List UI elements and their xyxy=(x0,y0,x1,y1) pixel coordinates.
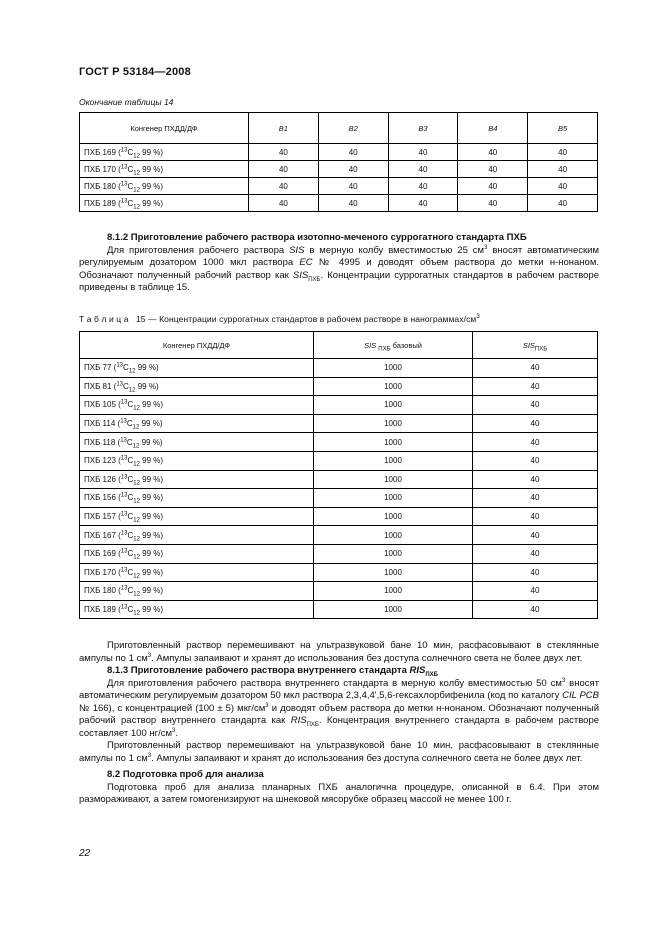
value-cell: 1000 xyxy=(314,563,473,582)
table-14 xyxy=(79,112,598,212)
value-cell: 40 xyxy=(473,544,598,563)
value-cell: 1000 xyxy=(314,544,473,563)
value-cell: 40 xyxy=(388,178,458,195)
page-number: 22 xyxy=(79,848,91,859)
value-cell: 1000 xyxy=(314,526,473,545)
congener-cell: ПХБ 170 ($^{13}C_{12}$ 99 %) xyxy=(80,161,249,178)
table-continuation-label: Окончание таблицы 14 xyxy=(79,97,174,107)
value-cell: 40 xyxy=(473,377,598,396)
value-cell: 40 xyxy=(458,195,528,212)
value-cell: 40 xyxy=(473,600,598,619)
value-cell: 40 xyxy=(249,144,319,161)
congener-cell: ПХБ 167 ($^{13}C_{12}$ 99 %) xyxy=(80,526,314,545)
value-cell: 40 xyxy=(473,414,598,433)
col-header: В1 xyxy=(249,113,319,144)
table-row xyxy=(80,582,598,601)
value-cell: 1000 xyxy=(314,396,473,415)
value-cell: 40 xyxy=(388,144,458,161)
congener-cell: ПХБ 105 ($^{13}C_{12}$ 99 %) xyxy=(80,396,314,415)
table-15-body xyxy=(80,359,598,619)
value-cell: 40 xyxy=(528,195,598,212)
table-row xyxy=(80,377,598,396)
congener-cell: ПХБ 126 ($^{13}C_{12}$ 99 %) xyxy=(80,470,314,489)
table-row xyxy=(80,178,598,195)
value-cell: 1000 xyxy=(314,451,473,470)
col-header: Конгенер ПХДД/ДФ xyxy=(80,113,249,144)
congener-cell: ПХБ 156 ($^{13}C_{12}$ 99 %) xyxy=(80,489,314,508)
table-14-body xyxy=(80,144,598,212)
paragraph: Для приготовления рабочего раствора внутреннего стандарта в мерную колбу вместимостью 50 $см^3$ вносят автоматическим регулируемым дозатором 50 мкл раствора 2,3,4,4',5,6-гексахлорбифенила (код по каталогу CIL PCB № 166), с концентрацией (100 ± 5) мкг/$см^3$ и доводят объем раствора до метки н-нонаном. Обозначают полученный рабочий раствор внутреннего стандарта как $RIS_{ПХБ}$. Концентрация внутреннего стандарта в рабочем растворе составляет 100 $нг/см^3$. xyxy=(79,677,600,739)
value-cell: 40 xyxy=(473,396,598,415)
paragraph: Подготовка проб для анализа планарных ПХБ аналогична процедуре, описанной в 6.4. При этом размораживают, а затем гомогенизируют на шнековой мясорубке образец массой не менее 100 г. xyxy=(79,781,599,805)
table-header-row xyxy=(80,113,598,144)
value-cell: 40 xyxy=(473,507,598,526)
value-cell: 40 xyxy=(318,144,388,161)
table-row xyxy=(80,161,598,178)
value-cell: 40 xyxy=(473,526,598,545)
table-row xyxy=(80,526,598,545)
section-heading: 8.1.2 Приготовление рабочего раствора изотопно-меченого суррогатного стандарта ПХБ xyxy=(107,232,527,243)
value-cell: 40 xyxy=(458,161,528,178)
value-cell: 40 xyxy=(473,470,598,489)
section-heading: 8.2 Подготовка проб для анализа xyxy=(107,769,264,780)
congener-cell: ПХБ 169 ($^{13}C_{12}$ 99 %) xyxy=(80,544,314,563)
value-cell: 1000 xyxy=(314,489,473,508)
congener-cell: ПХБ 81 ($^{13}C_{12}$ 99 %) xyxy=(80,377,314,396)
table-row xyxy=(80,600,598,619)
table-15-caption: Т а б л и ц а 15 — Концентрации суррогатных стандартов в рабочем растворе в нанограммах/$см^3$ xyxy=(79,314,480,324)
congener-cell: ПХБ 123 ($^{13}C_{12}$ 99 %) xyxy=(80,451,314,470)
value-cell: 1000 xyxy=(314,507,473,526)
table-row xyxy=(80,195,598,212)
col-header: В4 xyxy=(458,113,528,144)
table-row xyxy=(80,451,598,470)
value-cell: 40 xyxy=(458,178,528,195)
col-header: $SIS_{ПХБ}$ xyxy=(473,332,598,359)
value-cell: 40 xyxy=(458,144,528,161)
table-row xyxy=(80,144,598,161)
table-15 xyxy=(79,331,598,619)
value-cell: 40 xyxy=(249,178,319,195)
value-cell: 40 xyxy=(388,195,458,212)
value-cell: 40 xyxy=(318,161,388,178)
congener-cell: ПХБ 180 ($^{13}C_{12}$ 99 %) xyxy=(80,178,249,195)
document-code: ГОСТ Р 53184—2008 xyxy=(79,66,191,78)
value-cell: 40 xyxy=(528,144,598,161)
value-cell: 1000 xyxy=(314,414,473,433)
paragraph: Приготовленный раствор перемешивают на ультразвуковой бане 10 мин, расфасовывают в стеклянные ампулы по 1 $см^3$. Ампулы запаивают и хранят до использования без доступа солнечного света не более двух лет. xyxy=(79,640,599,664)
congener-cell: ПХБ 77 ($^{13}C_{12}$ 99 %) xyxy=(80,359,314,378)
congener-cell: ПХБ 189 ($^{13}C_{12}$ 99 %) xyxy=(80,195,249,212)
value-cell: 40 xyxy=(473,359,598,378)
table-header-row xyxy=(80,332,598,359)
value-cell: 1000 xyxy=(314,582,473,601)
table-row xyxy=(80,544,598,563)
value-cell: 40 xyxy=(473,489,598,508)
paragraph: Для приготовления рабочего раствора SIS в мерную колбу вместимостью 25 $см^3$ вносят автоматическим регулируемым дозатором 1000 мкл раствора EC № 4995 и доводят объем раствора до метки н-нонаном. Обозначают полученный рабочий раствор как $SIS_{ПХБ}$. Концентрации суррогатных стандартов в рабочем растворе приведены в таблице 15. xyxy=(79,244,599,293)
table-row xyxy=(80,507,598,526)
table-row xyxy=(80,396,598,415)
value-cell: 40 xyxy=(318,178,388,195)
value-cell: 40 xyxy=(249,195,319,212)
section-heading: 8.1.3 Приготовление рабочего раствора внутреннего стандарта $RIS_{ПХБ}$ xyxy=(107,665,438,678)
congener-cell: ПХБ 169 ($^{13}C_{12}$ 99 %) xyxy=(80,144,249,161)
value-cell: 40 xyxy=(528,178,598,195)
value-cell: 1000 xyxy=(314,359,473,378)
col-header: Конгенер ПХДД/ДФ xyxy=(80,332,314,359)
value-cell: 40 xyxy=(388,161,458,178)
value-cell: 1000 xyxy=(314,377,473,396)
congener-cell: ПХБ 180 ($^{13}C_{12}$ 99 %) xyxy=(80,582,314,601)
table-row xyxy=(80,470,598,489)
value-cell: 40 xyxy=(318,195,388,212)
table-row xyxy=(80,563,598,582)
value-cell: 1000 xyxy=(314,470,473,489)
value-cell: 40 xyxy=(473,451,598,470)
table-row xyxy=(80,433,598,452)
congener-cell: ПХБ 170 ($^{13}C_{12}$ 99 %) xyxy=(80,563,314,582)
value-cell: 1000 xyxy=(314,600,473,619)
table-row xyxy=(80,489,598,508)
congener-cell: ПХБ 114 ($^{13}C_{12}$ 99 %) xyxy=(80,414,314,433)
col-header: В5 xyxy=(528,113,598,144)
value-cell: 40 xyxy=(473,563,598,582)
col-header: SIS $_{ПХБ}$ базовый xyxy=(314,332,473,359)
col-header: В3 xyxy=(388,113,458,144)
table-row xyxy=(80,414,598,433)
value-cell: 40 xyxy=(473,433,598,452)
paragraph: Приготовленный раствор перемешивают на ультразвуковой бане 10 мин, расфасовывают в стеклянные ампулы по 1 $см^3$. Ампулы запаивают и хранят до использования без доступа солнечного света не более двух лет. xyxy=(79,740,599,764)
col-header: В2 xyxy=(318,113,388,144)
congener-cell: ПХБ 118 ($^{13}C_{12}$ 99 %) xyxy=(80,433,314,452)
section-8-1-3-block xyxy=(79,640,599,807)
value-cell: 40 xyxy=(473,582,598,601)
section-8-1-2 xyxy=(79,232,599,295)
congener-cell: ПХБ 189 ($^{13}C_{12}$ 99 %) xyxy=(80,600,314,619)
congener-cell: ПХБ 157 ($^{13}C_{12}$ 99 %) xyxy=(80,507,314,526)
value-cell: 40 xyxy=(528,161,598,178)
table-row xyxy=(80,359,598,378)
value-cell: 40 xyxy=(249,161,319,178)
value-cell: 1000 xyxy=(314,433,473,452)
